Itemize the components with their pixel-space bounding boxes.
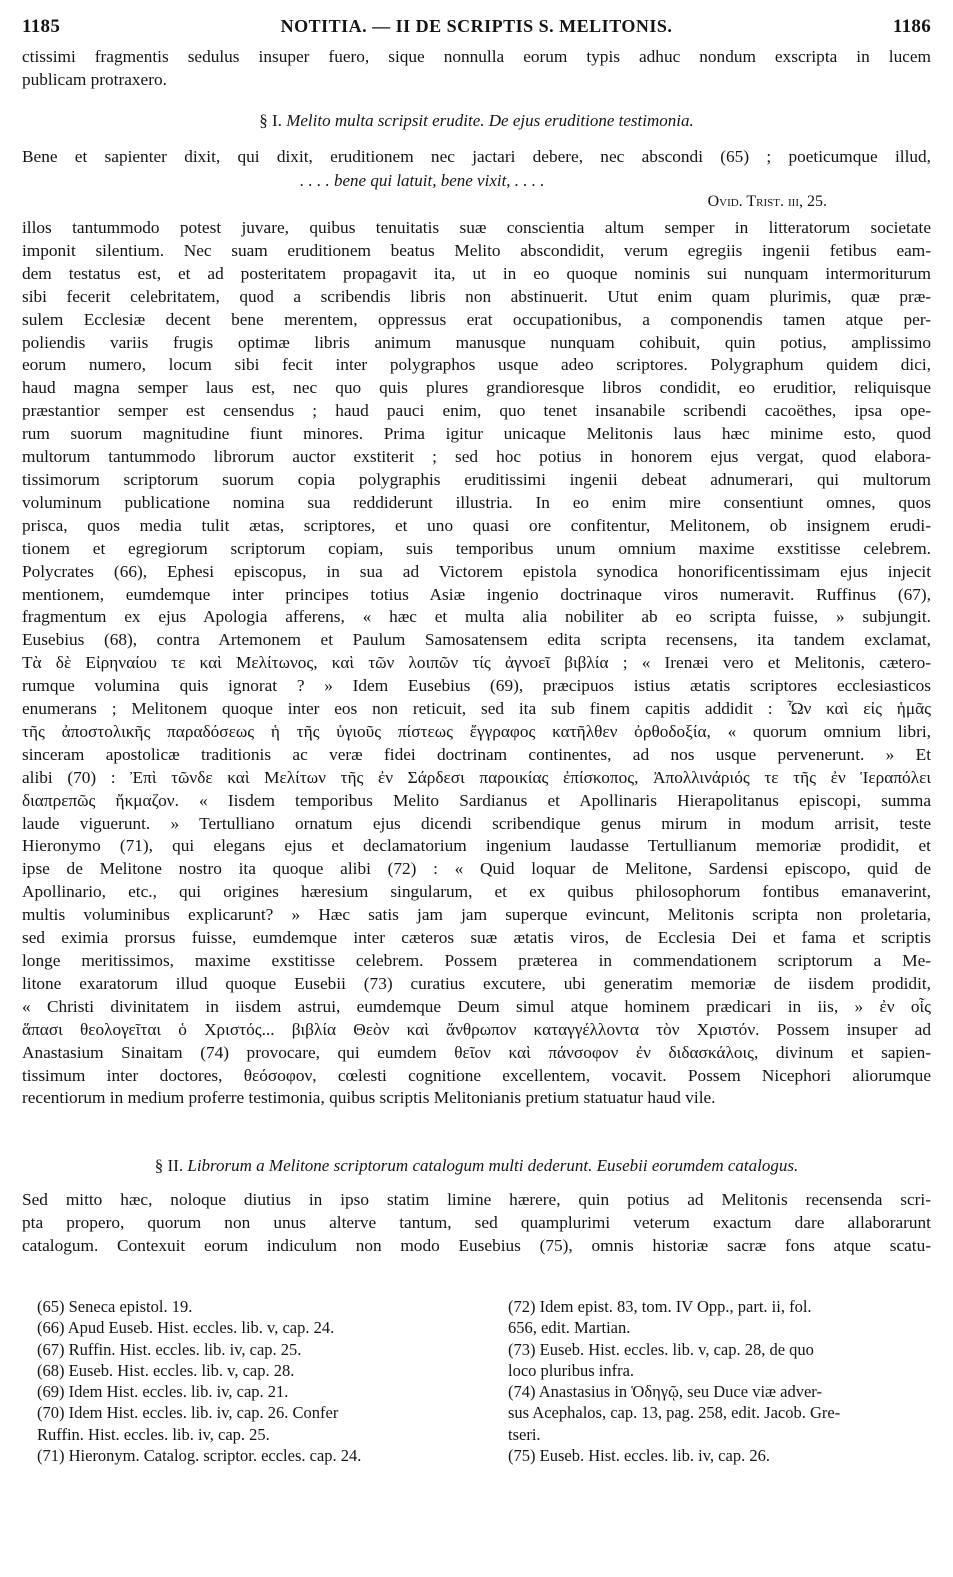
footnote-line: (71) Hieronym. Catalog. scriptor. eccles. cap. 24. [37, 1446, 362, 1466]
section-2-heading [0, 1156, 953, 1176]
footnote-line: (74) Anastasius in Ὁδηγῷ, seu Duce viæ adver- [508, 1382, 822, 1402]
text-line: Anastasium Sinaitam (74) provocare, qui eumdem θεῖον καὶ πάνσοφον ἐν διδασκάλοις, divinum et sapien- [22, 1042, 931, 1062]
footnotes-right-column [508, 1296, 928, 1466]
text-line: Τὰ δὲ Εἰρηναίου τε καὶ Μελίτωνος, καὶ τῶν λοιπῶν τίς ἀγνοεῖ βιβλία ; « Irenæi vero et Melitonis, cætero- [22, 653, 931, 673]
footnotes-left-column [37, 1296, 467, 1466]
text-line: tissimum inter doctores, θεόσοφον, cœlesti cognitione excellentem, vocavit. Possem Nicephori aliorumque [22, 1065, 931, 1085]
section-number: § I. [259, 111, 282, 130]
text-line: enumerans ; Melitonem quoque inter eos non reticuit, sed ita sub finem capitis addidit : Ὧν καὶ εἰς ἡμᾶς [22, 699, 931, 719]
poem-quote: . . . . bene qui latuit, bene vixit, . . . . [300, 171, 545, 190]
footnote-line: (67) Ruffin. Hist. eccles. lib. iv, cap. 25. [37, 1339, 302, 1359]
text-line: haud magna semper laus est, nec quo quis plures grandioresque libros condidit, eo eruditior, reliquisque [22, 378, 931, 398]
text-line: Polycrates (66), Ephesi episcopus, in sua ad Victorem epistola synodica honorificentissimam ejus injecit [22, 561, 931, 581]
paragraph-1 [22, 217, 931, 1110]
footnote-line: (70) Idem Hist. eccles. lib. iv, cap. 26. Confer [37, 1403, 339, 1423]
text-line: dem testatus est, et ad posteritatem propagavit ita, ut in eo quoque nominis sui nunquam intermoriturum [22, 263, 931, 283]
footnote-line: loco pluribus infra. [508, 1360, 635, 1380]
text-line: præstantior semper est censendus ; haud pauci enim, quo tenet insanabile scribendi cacoëthes, ipsa ope- [22, 401, 931, 421]
text-line: poliendis variis frugis optimæ libris animum manusque nunquam cohibuit, quin potius, amplissimo [22, 332, 931, 352]
footnote-line: (66) Apud Euseb. Hist. eccles. lib. v, cap. 24. [37, 1318, 335, 1338]
text-line: tissimorum scriptorum suorum copia polygraphis eruditissimi ingenii debeat adnumerari, qui multorum [22, 469, 931, 489]
text-line: sibi fecerit celebritatem, quod a scribendis libris non abstinuerit. Utut enim quam plurimis, quæ præ- [22, 286, 931, 306]
text-line: recentiorum in medium proferre testimonia, quibus scriptis Melitonianis pretium statuatur haud vile. [22, 1088, 716, 1108]
intro-text [22, 46, 931, 92]
text-line: sulem Ecclesiæ decent bene merentem, oppressus erat occupationibus, a componendis tamen atque per- [22, 309, 931, 329]
text-line: catalogum. Contexuit eorum indiculum non modo Eusebius (75), omnis historiæ sacræ fons atque scatu- [22, 1235, 931, 1255]
footnote-line: tseri. [508, 1424, 541, 1444]
text-line: imponit silentium. Nec suam eruditionem beatus Melito abscondidit, verum egregiis ingenii fetibus eam- [22, 240, 931, 260]
running-header [22, 16, 931, 46]
footnote-line: 656, edit. Martian. [508, 1318, 631, 1338]
footnote-line: (65) Seneca epistol. 19. [37, 1297, 193, 1316]
text-line: Bene et sapienter dixit, qui dixit, eruditionem nec jactari debere, nec abscondi (65) ; poeticumque illud, [22, 147, 931, 166]
para-1-opening [22, 146, 931, 169]
text-line: eorum numero, locum sibi fecit inter polygraphos usque adeo scriptores. Polygraphum quidem dici, [22, 355, 931, 375]
text-line: multorum tantummodo librorum auctor exstiterit ; sed hoc potius in honorem ejus vergat, quod elabora- [22, 447, 931, 467]
running-title: NOTITIA. — II DE SCRIPTIS S. MELITONIS. [280, 16, 673, 36]
text-line: tionem et egregiorum scriptorum copiam, suis temporibus unum omnium maxime exstitisse celebrem. [22, 538, 931, 558]
poem-citation: Ovid. Trist. iii, 25. [707, 193, 827, 210]
text-line: τῆς ἀποστολικῆς παραδόσεως ἡ τῆς ὑγιοῦς πίστεως ἔγγραφος κατῆλθεν ὀρθοδοξία, « quorum omnium libri, [22, 721, 931, 741]
text-line: laude viguerunt. » Tertulliano ornatum ejus dicendi scribendique genus mirum in modum arrisit, teste [22, 813, 931, 833]
text-line: sed eximia prorsus fuisse, eumdemque inter cæteros suæ ætatis viros, de Ecclesia Dei et fama et scriptis [22, 928, 931, 948]
text-line: longe meritissimos, maxime exstitisse celebrem. Possem præterea in commendationem scriptorum a Me- [22, 951, 931, 970]
text-line: voluminum publicatione nomina sua reddiderunt illustria. In eo enim mire consentiunt omnes, quos [22, 492, 931, 512]
text-line: Eusebius (68), contra Artemonem et Paulum Samosatensem edita scripta recensens, ita tandem exclamat, [22, 630, 931, 650]
text-line: ipse de Melitone nostro ita quoque alibi (72) : « Quid loquar de Melitone, Sardensi episcopo, quid de [22, 859, 931, 879]
footnote-line: (69) Idem Hist. eccles. lib. iv, cap. 21. [37, 1382, 289, 1402]
text-line: rumque volumina quis ignorat ? » Idem Eusebius (69), præcipuos istius ætatis scriptores ecclesiasticos [22, 676, 931, 696]
footnote-line: Ruffin. Hist. eccles. lib. iv, cap. 25. [37, 1424, 270, 1444]
text-line: Apollinario, etc., qui origines hæresium singularum, et ex quibus philosophorum fontibus emanaverint, [22, 882, 931, 902]
text-line: fragmentum ex ejus Apologia afferens, « hæc et multa alia nobiliter ab eo scripta fuisse, » subjungit. [22, 607, 931, 627]
text-line: pta propero, quorum non unus alterve tantum, sed quamplurimi veterum exactum dare allaborarunt [22, 1212, 931, 1232]
text-line: alibi (70) : Ἐπὶ τῶνδε καὶ Μελίτων τῆς ἐν Σάρδεσι παροικίας ἐπίσκοπος, Ἀπολλινάριός τε τῆς ἐν Ἱεραπόλει [22, 767, 931, 787]
footnote-line: (72) Idem epist. 83, tom. IV Opp., part. ii, fol. [508, 1297, 812, 1316]
paragraph-2 [22, 1189, 931, 1258]
text-line: ctissimi fragmentis sedulus insuper fuero, sique nonnulla eorum typis adhuc nondum exscripta in lucem [22, 47, 931, 66]
text-line: διαπρεπῶς ἤκμαζον. « Iisdem temporibus Melito Sardianus et Apollinaris Hierapolitanus episcopi, summa [22, 790, 931, 810]
footnote-line: (75) Euseb. Hist. eccles. lib. iv, cap. 26. [508, 1446, 770, 1466]
section-number: § II. [154, 1156, 184, 1175]
text-line: sinceram apostolicæ traditionis ac veræ fidei doctrinam continentes, ad nos usque pervenerunt. » Et [22, 744, 931, 764]
text-line: prisca, quos media tulit ætas, scriptores, et uno quasi ore confitentur, Melitonem, ob insignem erudi- [22, 515, 931, 535]
text-line: illos tantummodo potest juvare, quibus tenuitatis suæ conscientia altum semper in litteratorum societate [22, 218, 931, 237]
text-line: rum suorum magnitudine fiunt minores. Prima igitur unicaque Melitonis laus hæc minime esto, quod [22, 424, 931, 444]
text-line: Sed mitto hæc, noloque diutius in ipso statim limine hærere, quin potius ad Melitonis recensenda scri- [22, 1190, 931, 1209]
text-line: mentionem, eumdemque inter principes totius Asiæ ingenio doctrinaque viros numeravit. Ruffinus (67), [22, 584, 931, 604]
section-title: Melito multa scripsit erudite. De ejus eruditione testimonia. [286, 111, 694, 130]
text-line: ἅπασι θεολογεῖται ὁ Χριστός... βιβλία Θεὸν καὶ ἄνθρωπον καταγγέλλοντα τὸν Χριστόν. Possem insuper ad [22, 1019, 931, 1039]
text-line: litone exaratorum illud quoque Eusebii (73) curatius excutere, ubi generatim memoriæ de iisdem prodidit, [22, 973, 931, 993]
footnote-line: (73) Euseb. Hist. eccles. lib. v, cap. 28, de quo [508, 1339, 814, 1359]
text-line: Hieronymo (71), qui elegans ejus et declamatorium ingenium laudasse Tertullianum memoriæ prodidit, et [22, 836, 931, 856]
column-number-left: 1185 [22, 16, 61, 37]
text-line: multis voluminibus explicarunt? » Hæc satis jam jam superque evincunt, Melitonis scripta non proletaria, [22, 905, 931, 925]
section-1-heading [0, 111, 953, 131]
section-title: Librorum a Melitone scriptorum catalogum multi dederunt. Eusebii eorumdem catalogus. [187, 1156, 799, 1175]
footnote-line: sus Acephalos, cap. 13, pag. 258, edit. Jacob. Gre- [508, 1403, 841, 1423]
column-number-right: 1186 [892, 16, 931, 37]
text-line: « Christi divinitatem in iisdem astrui, eumdemque Deum simul atque hominem prædicari in iis, » ἐν οἷς [22, 996, 931, 1016]
text-line: publicam protraxero. [22, 69, 167, 89]
footnote-line: (68) Euseb. Hist. eccles. lib. v, cap. 28. [37, 1360, 295, 1380]
